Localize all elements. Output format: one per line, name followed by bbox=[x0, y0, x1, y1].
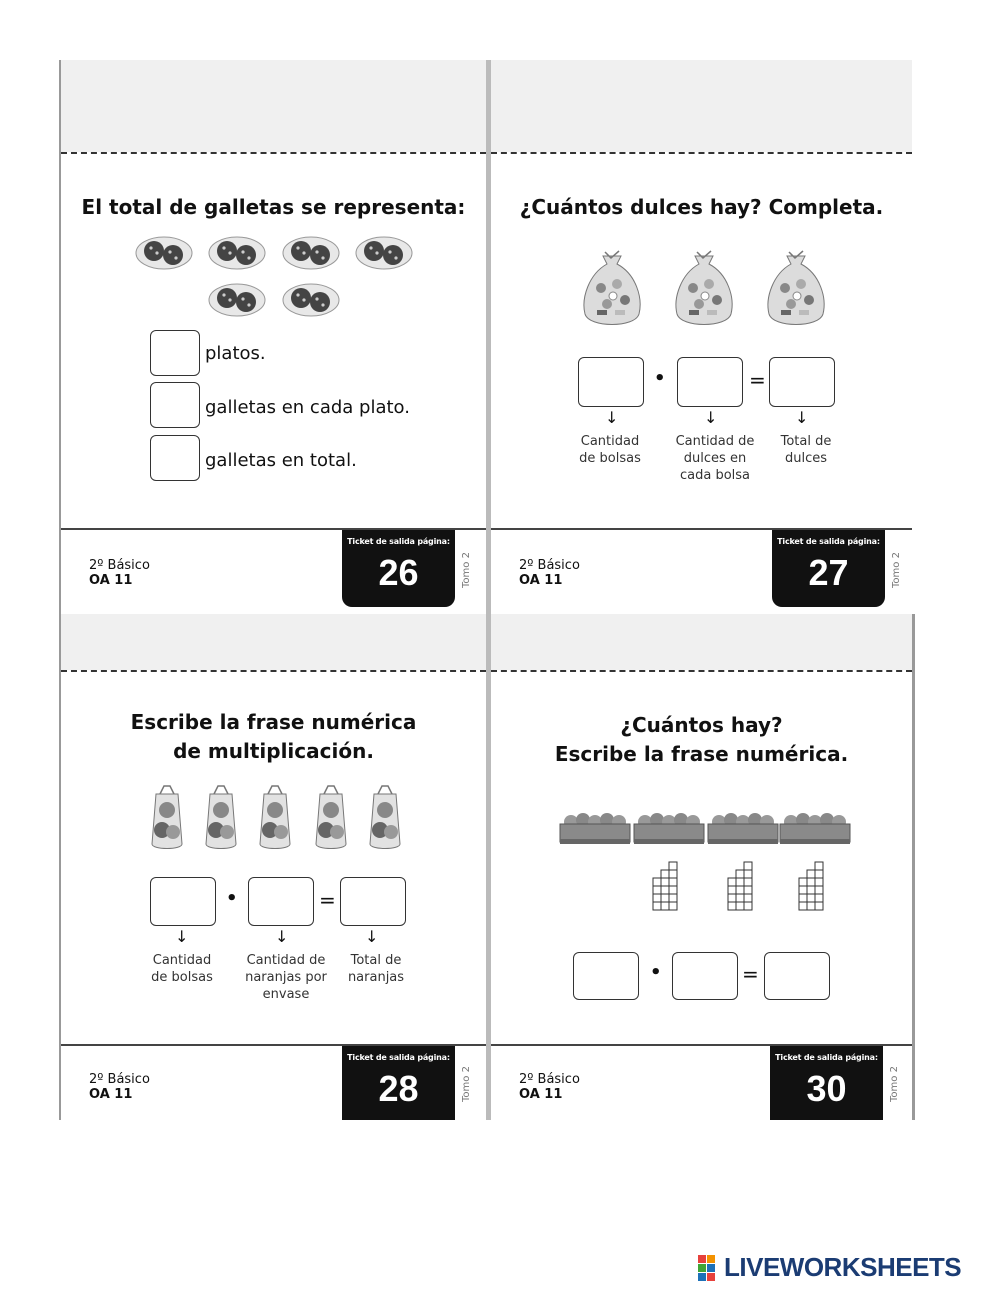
ticket-page-badge bbox=[770, 1046, 883, 1120]
tomo-label: Tomo 2 bbox=[889, 1066, 900, 1102]
ticket-label: Ticket de salida página: bbox=[775, 1053, 878, 1062]
cookie-plate-icon bbox=[283, 284, 339, 316]
orange-bag-icon bbox=[206, 786, 236, 849]
equals-sign: = bbox=[749, 368, 766, 392]
oranges-total-input[interactable] bbox=[340, 877, 406, 926]
cookies-total-input[interactable] bbox=[150, 435, 200, 481]
grade-info bbox=[519, 1072, 580, 1102]
candies-total-caption: Total de dulces bbox=[780, 434, 832, 466]
factor-two-input[interactable] bbox=[672, 952, 738, 1000]
ticket-page-badge bbox=[342, 1046, 455, 1120]
right-card-border bbox=[912, 614, 915, 1120]
cookie-plate-icon bbox=[283, 237, 339, 269]
cut-line bbox=[491, 152, 912, 154]
arrow-down-icon: ↓ bbox=[605, 408, 619, 427]
grade-label: 2º Básico bbox=[89, 1072, 150, 1087]
unit-cube-tower-icon bbox=[653, 862, 677, 910]
ticket-page-badge bbox=[772, 530, 885, 607]
apple-crate-icon bbox=[634, 813, 704, 844]
card-title bbox=[61, 708, 486, 766]
oa-label: OA 11 bbox=[89, 1087, 133, 1102]
plates-count-input[interactable] bbox=[150, 330, 200, 376]
grade-info bbox=[89, 558, 150, 588]
unit-cube-tower-icon bbox=[799, 862, 823, 910]
factor-one-input[interactable] bbox=[573, 952, 639, 1000]
arrow-down-icon: ↓ bbox=[275, 927, 289, 946]
orange-bag-icon bbox=[152, 786, 182, 849]
liveworksheets-logo-text: LIVEWORKSHEETS bbox=[724, 1252, 962, 1282]
card-title: ¿Cuántos dulces hay? Completa. bbox=[519, 195, 884, 219]
arrow-down-icon: ↓ bbox=[365, 927, 379, 946]
center-card-border bbox=[486, 60, 491, 1120]
arrow-down-icon: ↓ bbox=[704, 408, 718, 427]
tomo-label: Tomo 2 bbox=[461, 552, 472, 588]
arrow-down-icon: ↓ bbox=[175, 927, 189, 946]
multiply-dot: • bbox=[226, 888, 238, 909]
tomo-label: Tomo 2 bbox=[891, 552, 902, 588]
oa-label: OA 11 bbox=[519, 1087, 563, 1102]
card-title-line-2: de multiplicación. bbox=[173, 739, 374, 763]
oranges-per-bag-input[interactable] bbox=[248, 877, 314, 926]
ticket-card-28 bbox=[61, 614, 486, 1120]
ticket-card-30 bbox=[491, 614, 912, 1120]
orange-bags-illustration bbox=[146, 784, 406, 854]
bag-count-input[interactable] bbox=[578, 357, 644, 407]
card-header-area bbox=[491, 614, 912, 670]
liveworksheets-logo bbox=[698, 1252, 961, 1283]
grade-label: 2º Básico bbox=[89, 558, 150, 573]
product-input[interactable] bbox=[764, 952, 830, 1000]
cut-line bbox=[61, 152, 486, 154]
card-title: El total de galletas se representa: bbox=[81, 195, 466, 219]
apple-crate-icon bbox=[560, 813, 630, 844]
equals-sign: = bbox=[742, 962, 759, 986]
plates-label: platos. bbox=[205, 343, 266, 364]
cut-line bbox=[491, 670, 912, 672]
cookies-total-label: galletas en total. bbox=[205, 450, 357, 471]
cookies-per-plate-input[interactable] bbox=[150, 382, 200, 428]
multiply-dot: • bbox=[650, 962, 662, 983]
ticket-card-27 bbox=[491, 60, 912, 614]
card-title-line-2: Escribe la frase numérica. bbox=[554, 742, 849, 766]
arrow-down-icon: ↓ bbox=[795, 408, 809, 427]
cookie-plates-illustration bbox=[131, 230, 421, 325]
ticket-label: Ticket de salida página: bbox=[777, 537, 880, 546]
cookies-per-plate-label: galletas en cada plato. bbox=[205, 397, 410, 418]
grade-label: 2º Básico bbox=[519, 1072, 580, 1087]
grade-label: 2º Básico bbox=[519, 558, 580, 573]
apple-crate-icon bbox=[780, 813, 850, 844]
oa-label: OA 11 bbox=[519, 573, 563, 588]
ticket-page-badge bbox=[342, 530, 455, 607]
candy-bag-icon bbox=[676, 251, 732, 325]
card-title bbox=[491, 711, 912, 769]
cookie-plate-icon bbox=[136, 237, 192, 269]
grade-info bbox=[89, 1072, 150, 1102]
candies-total-input[interactable] bbox=[769, 357, 835, 407]
orange-bag-icon bbox=[316, 786, 346, 849]
card-header-area bbox=[61, 614, 486, 670]
candies-per-bag-input[interactable] bbox=[677, 357, 743, 407]
card-header-area bbox=[491, 60, 912, 152]
grade-info bbox=[519, 558, 580, 588]
tomo-label: Tomo 2 bbox=[461, 1066, 472, 1102]
oranges-per-bag-caption: Cantidad de naranjas por envase bbox=[245, 953, 327, 1002]
ticket-label: Ticket de salida página: bbox=[347, 1053, 450, 1062]
unit-cube-tower-icon bbox=[728, 862, 752, 910]
card-title-line-1: Escribe la frase numérica bbox=[130, 710, 417, 734]
apple-crates-illustration bbox=[557, 806, 853, 918]
ticket-page-number: 27 bbox=[808, 552, 849, 593]
candy-bag-icon bbox=[584, 251, 640, 325]
orange-bag-icon bbox=[370, 786, 400, 849]
liveworksheets-logo-icon bbox=[698, 1255, 724, 1281]
ticket-card-26 bbox=[61, 60, 486, 614]
candy-bag-icon bbox=[768, 251, 824, 325]
candies-per-bag-caption: Cantidad de dulces en cada bolsa bbox=[675, 434, 755, 483]
card-header-area bbox=[61, 60, 486, 152]
orange-bag-icon bbox=[260, 786, 290, 849]
cookie-plate-icon bbox=[356, 237, 412, 269]
candy-bags-illustration bbox=[581, 248, 841, 333]
cut-line bbox=[61, 670, 486, 672]
apple-crate-icon bbox=[708, 813, 778, 844]
equals-sign: = bbox=[319, 888, 336, 912]
card-title-line-1: ¿Cuántos hay? bbox=[620, 713, 783, 737]
bag-count-caption: Cantidad de bolsas bbox=[151, 953, 213, 985]
ticket-page-number: 30 bbox=[806, 1068, 847, 1109]
left-card-border bbox=[59, 60, 61, 1120]
ticket-page-number: 26 bbox=[378, 552, 419, 593]
bag-count-caption: Cantidad de bolsas bbox=[579, 434, 641, 466]
multiply-dot: • bbox=[654, 368, 666, 389]
bag-count-input[interactable] bbox=[150, 877, 216, 926]
oa-label: OA 11 bbox=[89, 573, 133, 588]
cookie-plate-icon bbox=[209, 237, 265, 269]
ticket-label: Ticket de salida página: bbox=[347, 537, 450, 546]
ticket-page-number: 28 bbox=[378, 1068, 419, 1109]
oranges-total-caption: Total de naranjas bbox=[347, 953, 405, 985]
cookie-plate-icon bbox=[209, 284, 265, 316]
